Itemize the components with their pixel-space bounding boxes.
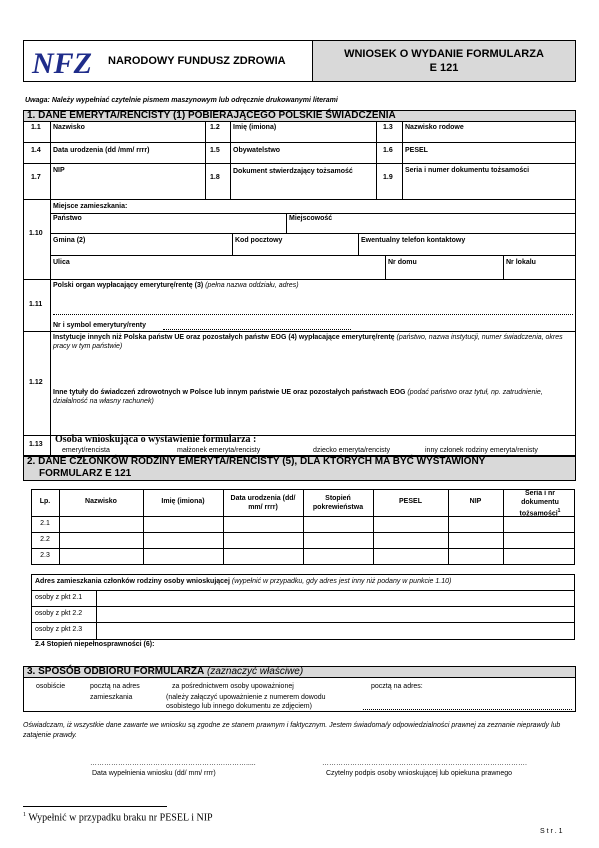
opt-proxy-hint1: (należy załączyć upoważnienie z numerem dowodu bbox=[166, 694, 326, 701]
field-1-10-num: 1.10 bbox=[29, 230, 43, 237]
col-id-doc-label: Seria i nr dokumentu tożsamości bbox=[519, 490, 559, 518]
section3-title-text: 3. SPOSÓB ODBIORU FORMULARZA bbox=[27, 666, 205, 677]
opt-proxy[interactable]: za pośrednictwem osoby upoważnionej bbox=[172, 683, 294, 690]
section3-title-hint: (zaznaczyć właściwe) bbox=[207, 666, 304, 677]
field-1-9-num: 1.9 bbox=[383, 174, 393, 181]
form-title-line1: WNIOSEK O WYDANIE FORMULARZA bbox=[344, 48, 544, 60]
footnote bbox=[23, 812, 213, 823]
commune-label[interactable]: Gmina (2) bbox=[53, 237, 86, 244]
date-dots[interactable]: ………………………………………………….………..... bbox=[90, 760, 256, 767]
field-1-5-num: 1.5 bbox=[210, 147, 220, 154]
section2-title-line2: FORMULARZ E 121 bbox=[39, 468, 132, 479]
field-1-6-num: 1.6 bbox=[383, 147, 393, 154]
address-header bbox=[35, 578, 451, 585]
field-1-12-text2 bbox=[53, 388, 573, 406]
field-1-12-num: 1.12 bbox=[29, 379, 43, 386]
field-1-11-num: 1.11 bbox=[29, 301, 43, 308]
col-nip: NIP bbox=[469, 498, 482, 505]
opt-other[interactable]: pocztą na adres: bbox=[371, 683, 423, 690]
field-1-3-num: 1.3 bbox=[383, 124, 393, 131]
field-1-13-num: 1.13 bbox=[29, 441, 43, 448]
field-1-11-hint: (pełna nazwa oddziału, adres) bbox=[205, 282, 299, 289]
nfz-logo bbox=[30, 46, 100, 78]
sign-label: Czytelny podpis osoby wnioskującej lub opiekuna prawnego bbox=[326, 770, 513, 777]
col-lp: Lp. bbox=[39, 498, 51, 505]
field-1-7-label[interactable]: NIP bbox=[53, 167, 65, 174]
opt-personal[interactable]: osobiście bbox=[36, 683, 66, 690]
footnote-mark: 1 bbox=[23, 812, 26, 818]
field-1-12-hint1: (państwo, nazwa instytucji, numer świadczenia, okres pracy w tym państwie) bbox=[53, 334, 563, 350]
declaration: Oświadczam, iż wszystkie dane zawarte we wniosku są zgodne ze stanem prawnym i faktycznym. Jestem świadoma/y odpowiedzialności prawnej za zeznanie nieprawdy lub zatajenie prawdy. bbox=[23, 722, 561, 739]
instruction: Uwaga: Należy wypełniać czytelnie pismem maszynowym lub odręcznie drukowanymi literami bbox=[25, 97, 338, 104]
opt-mail[interactable]: pocztą na adres bbox=[90, 683, 140, 690]
field-1-12-text1 bbox=[53, 333, 573, 351]
col-id-doc-footnote: 1 bbox=[557, 508, 561, 514]
applicant-option-2[interactable]: małżonek emeryta/rencisty bbox=[177, 447, 261, 454]
city-label[interactable]: Miejscowość bbox=[289, 215, 333, 222]
field-1-2-num: 1.2 bbox=[210, 124, 220, 131]
pension-nr-label: Nr i symbol emerytury/renty bbox=[53, 322, 146, 329]
postal-label[interactable]: Kod pocztowy bbox=[235, 237, 283, 244]
field-1-4-label[interactable]: Data urodzenia (dd /mm/ rrrr) bbox=[53, 147, 150, 154]
field-1-1-num: 1.1 bbox=[31, 124, 41, 131]
address-row-1[interactable]: osoby z pkt 2.1 bbox=[35, 594, 83, 601]
col-relation: Stopień pokrewieństwa bbox=[312, 495, 364, 511]
field-1-2-label[interactable]: Imię (imiona) bbox=[233, 124, 277, 131]
applicant-option-3[interactable]: dziecko emeryta/rencisty bbox=[313, 447, 391, 454]
logo-text: NFZ bbox=[32, 47, 92, 78]
date-label: Data wypełnienia wniosku (dd/ mm/ rrrr) bbox=[92, 770, 216, 777]
field-1-3-label[interactable]: Nazwisko rodowe bbox=[405, 124, 464, 131]
house-no-label[interactable]: Nr domu bbox=[388, 259, 417, 266]
opt-residence: zamieszkania bbox=[90, 694, 133, 701]
section2-title-line1: 2. DANE CZŁONKÓW RODZINY EMERYTA/RENCISTY (5), DLA KTÓRYCH MA BYĆ WYSTAWIONY bbox=[27, 456, 486, 467]
field-1-11-text bbox=[53, 282, 299, 289]
field-1-13-label: Osoba wnioskująca o wystawienie formularza : bbox=[55, 434, 257, 445]
family-row-2-3: 2.3 bbox=[40, 552, 50, 559]
pension-nr-dotted[interactable] bbox=[163, 329, 351, 330]
org-name: NARODOWY FUNDUSZ ZDROWIA bbox=[108, 55, 286, 67]
address-hint: (wypełnić w przypadku, gdy adres jest inny niż podany w punkcie 1.10) bbox=[231, 578, 452, 585]
section3-title bbox=[27, 666, 303, 677]
applicant-option-4[interactable]: inny członek rodziny emeryta/renisty bbox=[425, 447, 538, 454]
form-title-panel bbox=[313, 41, 575, 81]
field-1-9-label[interactable]: Seria i numer dokumentu tożsamości bbox=[405, 167, 530, 174]
field-1-12-bold1: Instytucje innych niż Polska państw UE oraz pozostałych państw EOG (4) wypłacające emeryturę/rentę bbox=[53, 334, 395, 341]
field-1-10-label: Miejsce zamieszkania: bbox=[53, 203, 128, 210]
address-label: Adres zamieszkania członków rodziny osoby wnioskującej bbox=[35, 578, 230, 585]
family-row-2-2: 2.2 bbox=[40, 536, 50, 543]
field-1-6-label[interactable]: PESEL bbox=[405, 147, 428, 154]
page-number: S t r . 1 bbox=[540, 828, 563, 835]
address-row-3[interactable]: osoby z pkt 2.3 bbox=[35, 626, 83, 633]
footnote-text: Wypełnić w przypadku braku nr PESEL i NIP bbox=[28, 812, 213, 824]
form-title-line2: E 121 bbox=[429, 62, 459, 74]
applicant-option-1[interactable]: emeryt/rencista bbox=[62, 447, 110, 454]
other-address-dotted[interactable] bbox=[363, 709, 572, 710]
field-1-11-label: Polski organ wypłacający emeryturę/rentę (3) bbox=[53, 282, 204, 289]
col-name: Imię (imiona) bbox=[161, 498, 205, 505]
street-label[interactable]: Ulica bbox=[53, 259, 70, 266]
address-row-2[interactable]: osoby z pkt 2.2 bbox=[35, 610, 83, 617]
field-1-11-dotted[interactable] bbox=[53, 314, 573, 315]
col-id-doc bbox=[507, 489, 573, 518]
field-1-12-hint2: (podać państwo oraz tytuł, np. zatrudnienie, działalność na własny rachunek) bbox=[53, 389, 543, 405]
field-1-8-num: 1.8 bbox=[210, 174, 220, 181]
field-1-5-label[interactable]: Obywatelstwo bbox=[233, 147, 281, 154]
phone-label[interactable]: Ewentualny telefon kontaktowy bbox=[361, 237, 466, 244]
disability-label[interactable]: 2.4 Stopień niepełnosprawności (6): bbox=[35, 641, 155, 648]
field-1-8-label[interactable]: Dokument stwierdzający tożsamość bbox=[233, 168, 353, 175]
col-surname: Nazwisko bbox=[85, 498, 117, 505]
field-1-7-num: 1.7 bbox=[31, 174, 41, 181]
field-1-4-num: 1.4 bbox=[31, 147, 41, 154]
section1-title: 1. DANE EMERYTA/RENCISTY (1) POBIERAJĄCEGO POLSKIE ŚWIADCZENIA bbox=[27, 110, 396, 121]
footnote-separator bbox=[23, 806, 167, 807]
field-1-12-bold2: Inne tytuły do świadczeń zdrowotnych w Polsce lub innym państwie UE oraz pozostałych państwach EOG bbox=[53, 389, 406, 396]
family-row-2-1: 2.1 bbox=[40, 520, 50, 527]
apt-no-label[interactable]: Nr lokalu bbox=[506, 259, 536, 266]
sign-dots[interactable]: ……………………………………………………………………………. bbox=[322, 760, 527, 767]
field-1-1-label[interactable]: Nazwisko bbox=[53, 124, 85, 131]
col-birthdate: Data urodzenia (dd/ mm/ rrrr) bbox=[230, 495, 296, 511]
opt-proxy-hint2: osobistego lub innego dokumentu ze zdjęciem) bbox=[166, 703, 312, 710]
country-label[interactable]: Państwo bbox=[53, 215, 82, 222]
col-pesel: PESEL bbox=[399, 498, 422, 505]
